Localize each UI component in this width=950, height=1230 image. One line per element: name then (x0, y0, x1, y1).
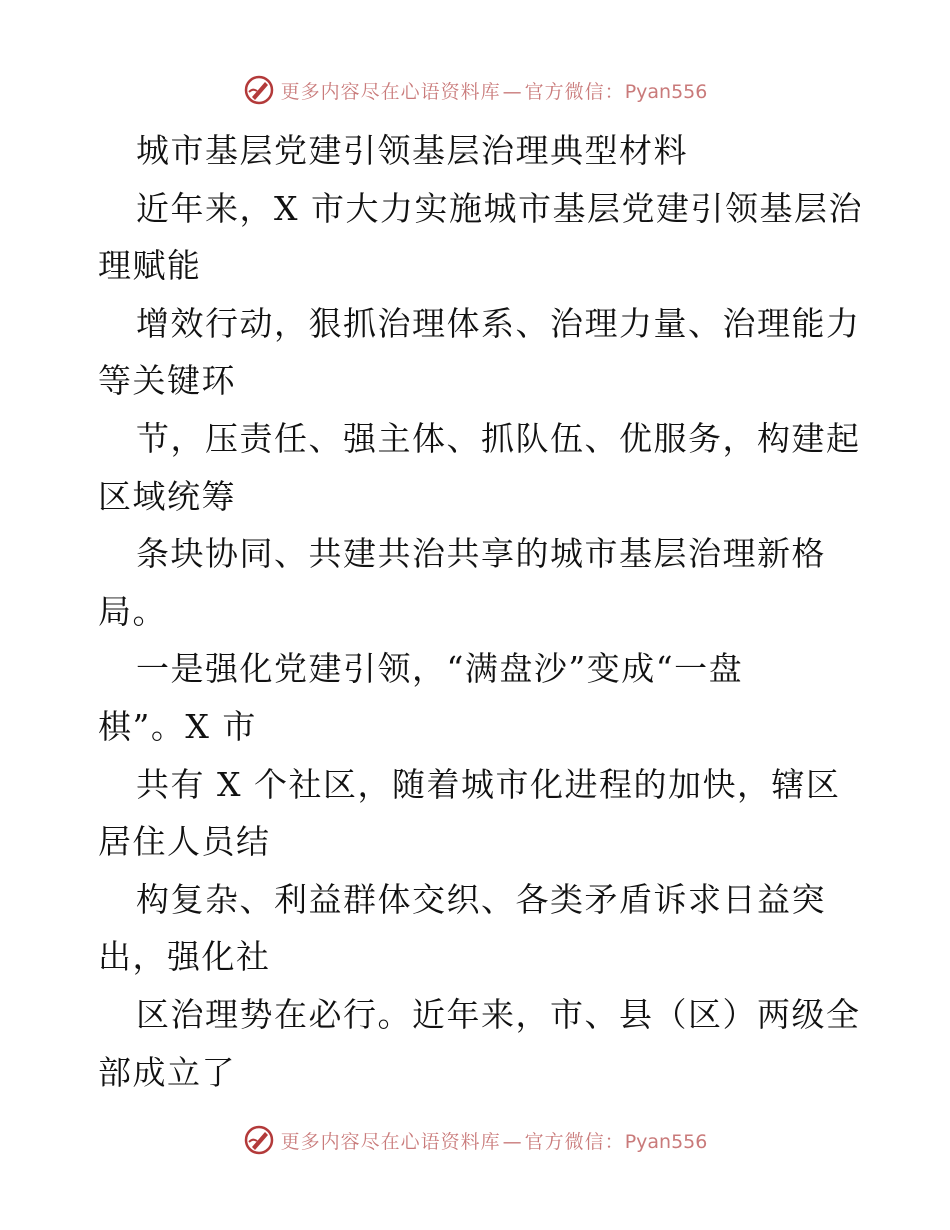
document-line: 理赋能 (98, 246, 202, 286)
document-line: 城市基层党建引领基层治理典型材料 (136, 131, 688, 170)
document-body (98, 122, 863, 1101)
banner-cn-text: 更多内容尽在心语资料库 (280, 80, 501, 103)
document-line: 近年来，X 市大力实施城市基层党建引领基层治 (136, 188, 863, 228)
banner-wechat-label: 官方微信： (524, 1130, 625, 1153)
banner-text (281, 77, 708, 104)
document-line: 等关键环 (98, 361, 236, 401)
document-line: 区治理势在必行。近年来，市、县（区）两级全 (136, 994, 861, 1034)
document-line: 区域统筹 (98, 476, 236, 516)
banner-cn-text: 更多内容尽在心语资料库 (280, 1130, 501, 1153)
banner-wechat-id: Pyan556 (624, 1130, 708, 1153)
document-line: 共有 X 个社区，随着城市化进程的加快，辖区 (136, 764, 841, 804)
banner-text (281, 1127, 708, 1154)
header-watermark-banner (0, 70, 950, 110)
document-line: 条块协同、共建共治共享的城市基层治理新格 (136, 534, 826, 574)
document-line: 局。 (98, 591, 167, 631)
document-line: 构复杂、利益群体交织、各类矛盾诉求日益突 (136, 879, 826, 919)
document-line: 出，强化社 (98, 937, 271, 977)
footer-watermark-banner (0, 1120, 950, 1160)
document-line: 增效行动，狠抓治理体系、治理力量、治理能力 (136, 303, 861, 343)
document-line: 一是强化党建引领，“满盘沙”变成“一盘 (136, 649, 744, 689)
banner-wechat-label: 官方微信： (524, 80, 625, 103)
document-line: 部成立了 (98, 1052, 236, 1092)
document-line: 棋”。X 市 (98, 706, 257, 746)
banner-wechat-id: Pyan556 (624, 80, 708, 103)
pen-logo-icon (243, 1124, 275, 1156)
banner-dash: — (502, 1130, 523, 1153)
document-line: 节，压责任、强主体、抓队伍、优服务，构建起 (136, 418, 861, 458)
banner-dash: — (502, 80, 523, 103)
pen-logo-icon (243, 74, 275, 106)
document-line: 居住人员结 (98, 822, 271, 862)
